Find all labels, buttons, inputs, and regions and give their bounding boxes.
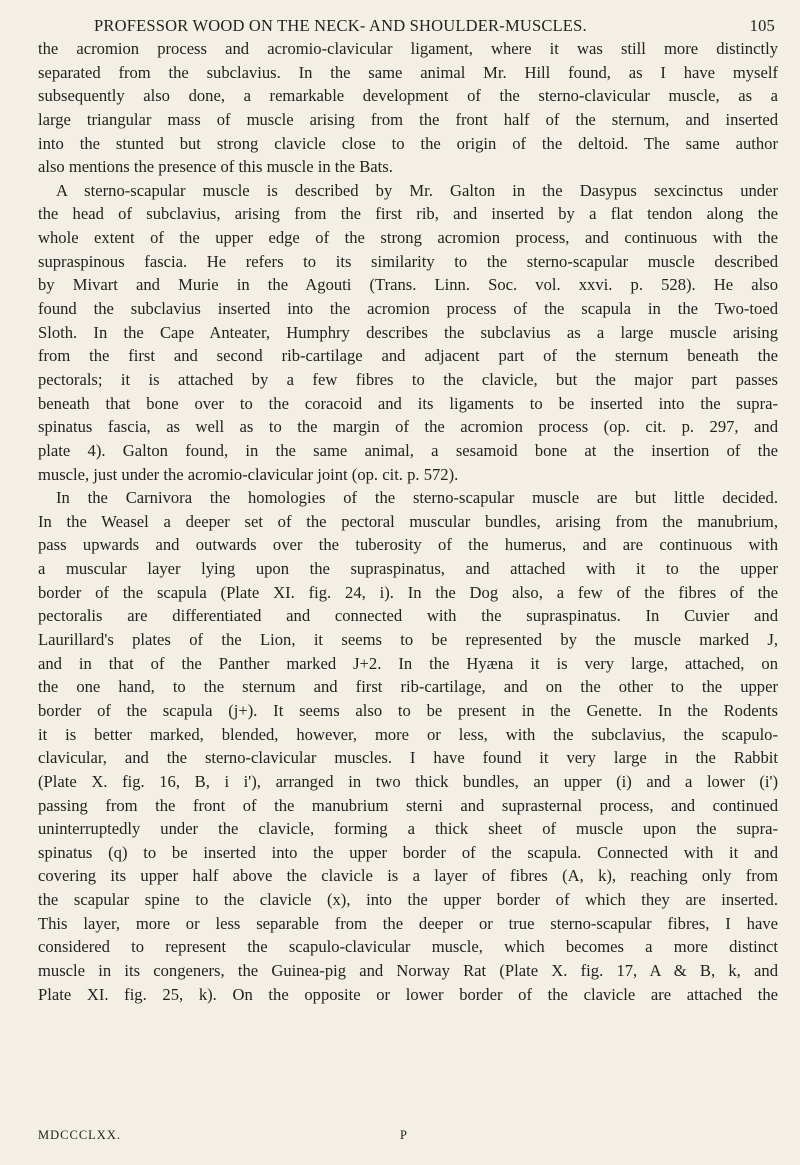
- text-line: supraspinous fascia. He refers to its similarity to the sterno-scapular muscle described: [38, 251, 778, 271]
- text-line: a muscular layer lying upon the supraspinatus, and attached with it to the upper: [38, 559, 778, 579]
- text-line: the acromion process and acromio-clavicular ligament, where it was still more distinctly: [38, 39, 778, 58]
- text-line: (Plate X. fig. 16, B, i i'), arranged in two thick bundles, an upper (i) and a lower (i'): [38, 771, 778, 791]
- text-line: This layer, more or less separable from the deeper or true sterno-scapular fibres, I have: [38, 913, 778, 933]
- text-line: into the stunted but strong clavicle close to the origin of the deltoid. The same author: [38, 133, 778, 153]
- page-footer: [38, 1124, 778, 1146]
- running-header: [38, 6, 780, 34]
- text-line: pectoralis are differentiated and connected with the supraspinatus. In Cuvier and: [38, 606, 778, 626]
- text-line: whole extent of the upper edge of the strong acromion process, and continuous with the: [38, 228, 778, 248]
- text-line: Sloth. In the Cape Anteater, Humphry describes the subclavius as a large muscle arising: [38, 322, 778, 342]
- text-line: subsequently also done, a remarkable development of the sterno-clavicular muscle, as a: [38, 86, 778, 106]
- text-line: and in that of the Panther marked J+2. In the Hyæna it is very large, attached, on: [38, 653, 778, 673]
- text-line: pectorals; it is attached by a few fibres to the clavicle, but the major part passes: [38, 369, 778, 389]
- text-line: pass upwards and outwards over the tuberosity of the humerus, and are continuous with: [38, 535, 778, 555]
- running-title: PROFESSOR WOOD ON THE NECK- AND SHOULDER-MUSCLES.: [94, 16, 587, 35]
- text-line: Laurillard's plates of the Lion, it seems to be represented by the muscle marked J,: [38, 630, 778, 650]
- gathering-letter: P: [400, 1128, 408, 1142]
- text-line: plate 4). Galton found, in the same animal, a sesamoid bone at the insertion of the: [38, 440, 778, 460]
- page-number: 105: [749, 16, 775, 35]
- text-line: uninterruptedly under the clavicle, forming a thick sheet of muscle upon the supra-: [38, 819, 778, 839]
- text-line: muscle, just under the acromio-clavicular joint (op. cit. p. 572).: [38, 464, 459, 484]
- text-line: spinatus fascia, as well as to the margin of the acromion process (op. cit. p. 297, and: [38, 417, 778, 437]
- text-line: found the subclavius inserted into the acromion process of the scapula in the Two-toed: [38, 299, 778, 319]
- paragraph-start-line: In the Carnivora the homologies of the sterno-scapular muscle are but little decided.: [56, 488, 778, 508]
- text-line: also mentions the presence of this muscle in the Bats.: [38, 157, 393, 177]
- text-line: border of the scapula (Plate XI. fig. 24, i). In the Dog also, a few of the fibres of the: [38, 582, 778, 602]
- text-line: In the Weasel a deeper set of the pectoral muscular bundles, arising from the manubrium,: [38, 511, 778, 531]
- text-line: muscle in its congeners, the Guinea-pig and Norway Rat (Plate X. fig. 17, A & B, k, and: [38, 960, 778, 980]
- text-line: spinatus (q) to be inserted into the upper border of the scapula. Connected with it and: [38, 842, 778, 862]
- text-line: the head of subclavius, arising from the first rib, and inserted by a flat tendon along the: [38, 204, 778, 224]
- text-line: it is better marked, blended, however, more or less, with the subclavius, the scapulo-: [38, 724, 778, 744]
- text-line: Plate XI. fig. 25, k). On the opposite or lower border of the clavicle are attached the: [38, 984, 778, 1004]
- text-line: considered to represent the scapulo-clavicular muscle, which becomes a more distinct: [38, 937, 778, 957]
- text-line: clavicular, and the sterno-clavicular muscles. I have found it very large in the Rabbit: [38, 748, 778, 768]
- text-line: large triangular mass of muscle arising from the front half of the sternum, and inserted: [38, 109, 778, 129]
- text-line: separated from the subclavius. In the same animal Mr. Hill found, as I have myself: [38, 62, 778, 82]
- text-line: border of the scapula (j+). It seems also to be present in the Genette. In the Rodents: [38, 700, 778, 720]
- text-line: from the first and second rib-cartilage and adjacent part of the sternum beneath the: [38, 346, 778, 366]
- text-line: beneath that bone over to the coracoid and its ligaments to be inserted into the supra-: [38, 393, 778, 413]
- text-line: the scapular spine to the clavicle (x), into the upper border of which they are inserted.: [38, 890, 778, 910]
- text-line: by Mivart and Murie in the Agouti (Trans. Linn. Soc. vol. xxvi. p. 528). He also: [38, 275, 778, 295]
- text-line: the one hand, to the sternum and first rib-cartilage, and on the other to the upper: [38, 677, 778, 697]
- body-text: [38, 37, 778, 1006]
- paragraph-start-line: A sterno-scapular muscle is described by Mr. Galton in the Dasypus sexcinctus under: [56, 180, 778, 200]
- text-line: covering its upper half above the clavicle is a layer of fibres (A, k), reaching only from: [38, 866, 778, 886]
- text-line: passing from the front of the manubrium sterni and suprasternal process, and continued: [38, 795, 778, 815]
- signature-mark: MDCCCLXX.: [38, 1128, 121, 1142]
